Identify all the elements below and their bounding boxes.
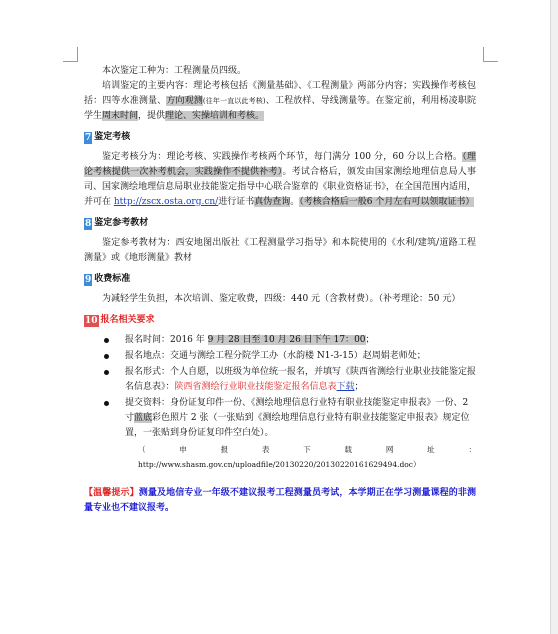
registration-form-name: 陕西省测绘行业职业技能鉴定报名信息表 bbox=[174, 382, 337, 392]
highlight-certificate-time: （考核合格后一般6 个月左右可以领取证书） bbox=[299, 197, 475, 207]
paragraph-job-type: 本次鉴定工种为：工程测量员四级。 bbox=[102, 66, 247, 76]
list-item: 报名地点：交通与测绘工程分院学工办（水韵楼 N1-3-15）赵周娟老师处； bbox=[84, 349, 476, 364]
section-number-badge: 8 bbox=[85, 218, 92, 229]
highlight-blue-background: 蓝底 bbox=[134, 413, 153, 423]
highlight-training: 理论、实操培训和考核。 bbox=[165, 111, 265, 121]
certificate-query-link[interactable]: http://zscx.osta.org.cn/ bbox=[113, 197, 219, 207]
download-url-note: （申报表下载网址：http://www.shasm.gov.cn/uploadfile/20130220/20130220161629494.doc） bbox=[138, 445, 476, 469]
margin-mark-top-right bbox=[483, 47, 498, 62]
section-heading-9 bbox=[84, 272, 476, 287]
section-title: 鉴定参考教材 bbox=[94, 218, 149, 228]
list-item: 提交资料：身份证复印件一份、《测绘地理信息行业特有职业技能鉴定申报表》一份、2 寸蓝底彩色照片 2 张（一张贴到《测绘地理信息行业特有职业技能鉴定申报表》规定位置，一张贴到身份证复印件空白处）。 bbox=[84, 396, 476, 441]
highlight-registration-time: 9 月 28 日至 10 月 26 日下午 17：00 bbox=[207, 335, 366, 345]
bullet-icon bbox=[104, 401, 109, 406]
reminder-tag: 【温馨提示】 bbox=[84, 488, 139, 498]
registration-list bbox=[84, 333, 476, 441]
bullet-icon bbox=[104, 338, 109, 343]
section-title: 鉴定考核 bbox=[94, 132, 131, 142]
section-title: 收费标准 bbox=[94, 274, 131, 284]
section-heading-7 bbox=[84, 130, 476, 145]
section-heading-8 bbox=[84, 216, 476, 231]
section-number-badge: 9 bbox=[85, 274, 92, 285]
vertical-scrollbar[interactable] bbox=[551, 0, 558, 634]
paragraph-training-content: 培训鉴定的主要内容：理论考核包括《测量基础》、《工程测量》两部分内容；实践操作考核包括：四等水准测量、方向观测(往年一直以此考核)、工程放样、导线测量等。在鉴定前，利用杨凌职院学生周末时间，提供理论、实操培训和考核。 bbox=[84, 81, 476, 121]
paragraph-assessment: 鉴定考核分为：理论考核、实践操作考核两个环节，每门满分 100 分，60 分以上合格。（理论考核提供一次补考机会，实践操作不提供补考）。考试合格后，颁发由国家测绘地理信息局人事司、国家测绘地理信息局职业技能鉴定指导中心联合鉴章的《职业资格证书》，在全国范围内适用，并可在 http://zscx.osta.org.cn/进行证书真伪查询。（考核合格后一般6 个月左右可以领取证书） bbox=[84, 152, 476, 207]
highlight-weekend: 周末时间 bbox=[102, 111, 139, 121]
warm-reminder: 【温馨提示】测量及地信专业一年级不建议报考工程测量员考试，本学期正在学习测量课程的非测量专业也不建议报考。 bbox=[84, 488, 476, 513]
highlight-retake: （理论考核提供一次补考机会，实践操作不提供补考） bbox=[84, 152, 476, 177]
list-item: 报名形式：个人自愿，以班级为单位统一报名，并填写《陕西省测绘行业职业技能鉴定报名信息表》：陕西省测绘行业职业技能鉴定报名信息表下载； bbox=[84, 365, 476, 395]
section-title: 报名相关要求 bbox=[100, 315, 155, 325]
highlight-authenticity: 真伪查询 bbox=[254, 197, 291, 207]
download-link[interactable]: 下载 bbox=[336, 382, 355, 392]
list-item: 报名时间：2016 年 9 月 28 日至 10 月 26 日下午 17：00； bbox=[84, 333, 476, 348]
bullet-icon bbox=[104, 354, 109, 359]
section-heading-10 bbox=[84, 313, 476, 328]
bullet-icon bbox=[104, 370, 109, 375]
paragraph-textbooks: 鉴定参考教材为：西安地图出版社《工程测量学习指导》和本院使用的《水利/建筑/道路工程测量》或《地形测量》教材 bbox=[84, 238, 476, 263]
section-number-badge: 10 bbox=[85, 315, 98, 326]
paragraph-fees: 为减轻学生负担，本次培训、鉴定收费，四级：440 元（含教材费）。（补考理论：50 元） bbox=[102, 294, 461, 304]
highlight-direction-observation: 方向观测 bbox=[166, 96, 203, 106]
document-body bbox=[84, 64, 476, 516]
margin-mark-top-left bbox=[63, 47, 78, 62]
section-number-badge: 7 bbox=[85, 132, 92, 143]
